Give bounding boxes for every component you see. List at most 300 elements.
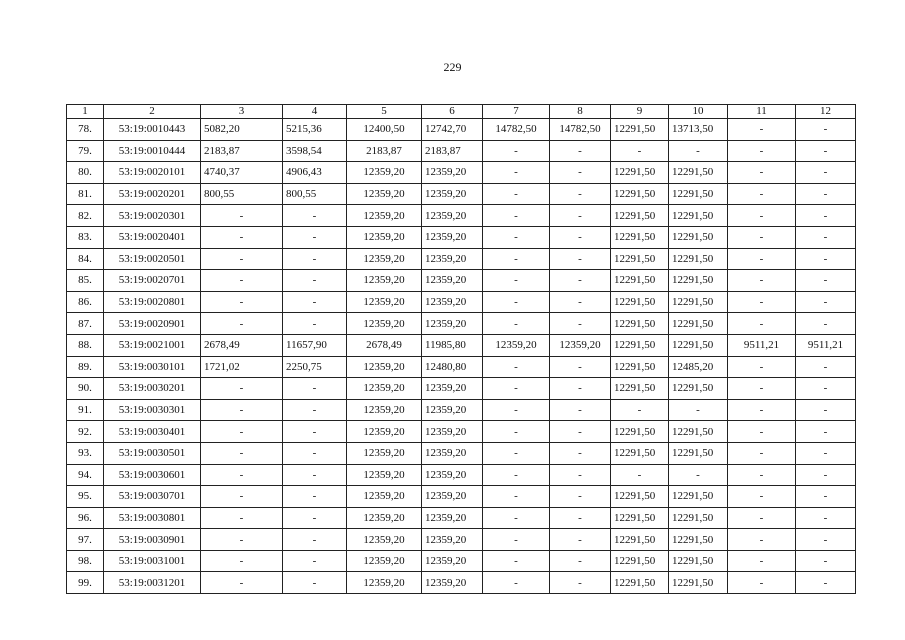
table-cell-col-3: -: [201, 486, 283, 508]
table-cell-col-12: -: [796, 356, 856, 378]
table-cell-col-6: 12359,20: [422, 507, 483, 529]
column-header-5: 5: [347, 105, 422, 119]
table-cell-col-11: -: [728, 399, 796, 421]
table-cell-col-4: -: [283, 399, 347, 421]
table-cell-col-12: -: [796, 248, 856, 270]
table-cell-col-3: -: [201, 421, 283, 443]
table-cell-col-8: -: [550, 162, 611, 184]
table-cell-col-12: -: [796, 550, 856, 572]
table-cell-col-3: -: [201, 399, 283, 421]
table-row: [67, 226, 856, 248]
table-cell-col-1: 99.: [67, 572, 104, 594]
table-cell-col-10: 12291,50: [669, 205, 728, 227]
column-header-8: 8: [550, 105, 611, 119]
table-cell-col-1: 81.: [67, 183, 104, 205]
table-cell-col-6: 12359,20: [422, 291, 483, 313]
page-number: 229: [443, 60, 462, 74]
table-cell-col-12: -: [796, 442, 856, 464]
table-cell-col-10: 12485,20: [669, 356, 728, 378]
table-cell-col-10: 12291,50: [669, 270, 728, 292]
table-cell-col-8: 14782,50: [550, 119, 611, 141]
table-cell-col-5: 2183,87: [347, 140, 422, 162]
table-cell-col-4: 800,55: [283, 183, 347, 205]
table-cell-col-7: -: [483, 464, 550, 486]
table-cell-col-1: 84.: [67, 248, 104, 270]
table-cell-col-8: -: [550, 507, 611, 529]
table-cell-col-7: -: [483, 356, 550, 378]
table-row: [67, 464, 856, 486]
table-cell-col-9: 12291,50: [611, 378, 669, 400]
table-cell-col-2: 53:19:0030101: [104, 356, 201, 378]
table-cell-col-6: 12359,20: [422, 226, 483, 248]
table-cell-col-3: -: [201, 226, 283, 248]
table-cell-col-2: 53:19:0010443: [104, 119, 201, 141]
table-cell-col-12: -: [796, 162, 856, 184]
table-cell-col-10: 12291,50: [669, 248, 728, 270]
table-cell-col-5: 12359,20: [347, 464, 422, 486]
table-cell-col-4: -: [283, 421, 347, 443]
column-header-1: 1: [67, 105, 104, 119]
table-cell-col-1: 83.: [67, 226, 104, 248]
table-cell-col-6: 2183,87: [422, 140, 483, 162]
table-cell-col-11: -: [728, 226, 796, 248]
table-cell-col-10: -: [669, 399, 728, 421]
table-cell-col-10: 12291,50: [669, 572, 728, 594]
table-cell-col-6: 12359,20: [422, 421, 483, 443]
table-row: [67, 162, 856, 184]
column-header-9: 9: [611, 105, 669, 119]
table-cell-col-5: 12359,20: [347, 162, 422, 184]
table-cell-col-5: 12359,20: [347, 442, 422, 464]
table-cell-col-10: -: [669, 140, 728, 162]
table-cell-col-11: -: [728, 140, 796, 162]
table-cell-col-5: 12359,20: [347, 205, 422, 227]
table-cell-col-8: 12359,20: [550, 334, 611, 356]
table-cell-col-12: -: [796, 313, 856, 335]
table-cell-col-3: -: [201, 205, 283, 227]
table-cell-col-3: 4740,37: [201, 162, 283, 184]
table-cell-col-2: 53:19:0030601: [104, 464, 201, 486]
column-header-12: 12: [796, 105, 856, 119]
table-cell-col-11: -: [728, 356, 796, 378]
table-cell-col-3: 2678,49: [201, 334, 283, 356]
table-cell-col-7: -: [483, 421, 550, 443]
table-cell-col-7: -: [483, 226, 550, 248]
table-cell-col-7: 12359,20: [483, 334, 550, 356]
table-cell-col-8: -: [550, 226, 611, 248]
table-cell-col-5: 12359,20: [347, 248, 422, 270]
table-cell-col-9: 12291,50: [611, 334, 669, 356]
table-header: [67, 105, 856, 119]
table-cell-col-12: -: [796, 270, 856, 292]
table-cell-col-9: 12291,50: [611, 270, 669, 292]
table-cell-col-5: 12359,20: [347, 313, 422, 335]
table-cell-col-11: -: [728, 183, 796, 205]
table-cell-col-1: 89.: [67, 356, 104, 378]
table-cell-col-2: 53:19:0020501: [104, 248, 201, 270]
table-cell-col-3: -: [201, 529, 283, 551]
table-cell-col-4: -: [283, 226, 347, 248]
table-cell-col-7: -: [483, 529, 550, 551]
table-cell-col-7: -: [483, 550, 550, 572]
table-cell-col-6: 12359,20: [422, 464, 483, 486]
table-cell-col-1: 88.: [67, 334, 104, 356]
table-cell-col-12: -: [796, 529, 856, 551]
table-cell-col-11: -: [728, 248, 796, 270]
table-cell-col-8: -: [550, 248, 611, 270]
table-cell-col-12: -: [796, 421, 856, 443]
table-row: [67, 248, 856, 270]
table-cell-col-9: 12291,50: [611, 486, 669, 508]
table-cell-col-2: 53:19:0030701: [104, 486, 201, 508]
table-cell-col-6: 11985,80: [422, 334, 483, 356]
table-cell-col-11: 9511,21: [728, 334, 796, 356]
table-cell-col-11: -: [728, 464, 796, 486]
table-cell-col-4: -: [283, 486, 347, 508]
table-cell-col-10: 12291,50: [669, 378, 728, 400]
table-cell-col-2: 53:19:0021001: [104, 334, 201, 356]
table-cell-col-11: -: [728, 291, 796, 313]
table-cell-col-2: 53:19:0020301: [104, 205, 201, 227]
table-cell-col-6: 12359,20: [422, 550, 483, 572]
table-cell-col-9: 12291,50: [611, 162, 669, 184]
table-cell-col-11: -: [728, 378, 796, 400]
table-row: [67, 140, 856, 162]
table-cell-col-9: -: [611, 399, 669, 421]
table-cell-col-9: 12291,50: [611, 205, 669, 227]
table-cell-col-11: -: [728, 313, 796, 335]
table-cell-col-7: -: [483, 313, 550, 335]
table-cell-col-5: 2678,49: [347, 334, 422, 356]
table-cell-col-4: 5215,36: [283, 119, 347, 141]
table-cell-col-11: -: [728, 270, 796, 292]
table-cell-col-2: 53:19:0030901: [104, 529, 201, 551]
table-cell-col-2: 53:19:0030301: [104, 399, 201, 421]
table-cell-col-11: -: [728, 572, 796, 594]
table-row: [67, 356, 856, 378]
table-cell-col-10: 12291,50: [669, 421, 728, 443]
table-cell-col-10: 13713,50: [669, 119, 728, 141]
table-cell-col-5: 12359,20: [347, 399, 422, 421]
table-cell-col-6: 12359,20: [422, 313, 483, 335]
table-cell-col-11: -: [728, 119, 796, 141]
table-row: [67, 529, 856, 551]
table-cell-col-7: -: [483, 442, 550, 464]
table-cell-col-1: 78.: [67, 119, 104, 141]
table-cell-col-4: -: [283, 313, 347, 335]
table-cell-col-6: 12359,20: [422, 162, 483, 184]
table-cell-col-6: 12359,20: [422, 572, 483, 594]
table-row: [67, 486, 856, 508]
table-cell-col-3: -: [201, 442, 283, 464]
table-cell-col-2: 53:19:0030201: [104, 378, 201, 400]
table-row: [67, 313, 856, 335]
table-cell-col-1: 91.: [67, 399, 104, 421]
table-row: [67, 119, 856, 141]
column-header-11: 11: [728, 105, 796, 119]
table-cell-col-5: 12359,20: [347, 550, 422, 572]
table-body: [67, 119, 856, 594]
table-cell-col-10: 12291,50: [669, 507, 728, 529]
table-cell-col-7: 14782,50: [483, 119, 550, 141]
table-cell-col-9: 12291,50: [611, 313, 669, 335]
table-cell-col-4: -: [283, 550, 347, 572]
table-cell-col-8: -: [550, 464, 611, 486]
table-cell-col-1: 96.: [67, 507, 104, 529]
table-cell-col-4: 11657,90: [283, 334, 347, 356]
table-cell-col-6: 12359,20: [422, 486, 483, 508]
table-cell-col-7: -: [483, 291, 550, 313]
table-cell-col-9: 12291,50: [611, 572, 669, 594]
table-cell-col-3: -: [201, 464, 283, 486]
table-cell-col-8: -: [550, 421, 611, 443]
table-cell-col-8: -: [550, 205, 611, 227]
table-cell-col-6: 12359,20: [422, 270, 483, 292]
table-cell-col-12: -: [796, 507, 856, 529]
table-cell-col-12: -: [796, 226, 856, 248]
table-cell-col-6: 12359,20: [422, 205, 483, 227]
table-cell-col-12: 9511,21: [796, 334, 856, 356]
table-cell-col-5: 12359,20: [347, 378, 422, 400]
table-cell-col-6: 12359,20: [422, 442, 483, 464]
table-cell-col-4: -: [283, 378, 347, 400]
table-cell-col-4: -: [283, 205, 347, 227]
table-cell-col-5: 12359,20: [347, 421, 422, 443]
table-row: [67, 507, 856, 529]
table-cell-col-9: -: [611, 464, 669, 486]
table-cell-col-8: -: [550, 486, 611, 508]
table-cell-col-7: -: [483, 248, 550, 270]
table-row: [67, 550, 856, 572]
table-cell-col-8: -: [550, 140, 611, 162]
table-cell-col-9: -: [611, 140, 669, 162]
header-row: [67, 105, 856, 119]
table-cell-col-11: -: [728, 442, 796, 464]
table-cell-col-10: -: [669, 464, 728, 486]
table-cell-col-5: 12359,20: [347, 270, 422, 292]
table-cell-col-3: -: [201, 378, 283, 400]
table-cell-col-11: -: [728, 486, 796, 508]
table-cell-col-9: 12291,50: [611, 442, 669, 464]
table-cell-col-12: -: [796, 464, 856, 486]
table-cell-col-4: 4906,43: [283, 162, 347, 184]
column-header-2: 2: [104, 105, 201, 119]
table-cell-col-7: -: [483, 183, 550, 205]
table-cell-col-6: 12480,80: [422, 356, 483, 378]
table-cell-col-2: 53:19:0020901: [104, 313, 201, 335]
table-cell-col-10: 12291,50: [669, 291, 728, 313]
table-cell-col-2: 53:19:0030801: [104, 507, 201, 529]
table-row: [67, 334, 856, 356]
table-cell-col-12: -: [796, 291, 856, 313]
table-cell-col-1: 86.: [67, 291, 104, 313]
table-cell-col-1: 82.: [67, 205, 104, 227]
table-cell-col-3: -: [201, 313, 283, 335]
table-cell-col-5: 12359,20: [347, 529, 422, 551]
table-cell-col-11: -: [728, 205, 796, 227]
table-cell-col-5: 12359,20: [347, 291, 422, 313]
table-cell-col-12: -: [796, 205, 856, 227]
table-cell-col-1: 94.: [67, 464, 104, 486]
table-cell-col-8: -: [550, 529, 611, 551]
table-cell-col-1: 98.: [67, 550, 104, 572]
table-cell-col-7: -: [483, 399, 550, 421]
table-cell-col-3: -: [201, 507, 283, 529]
table-cell-col-12: -: [796, 119, 856, 141]
table-cell-col-7: -: [483, 572, 550, 594]
table-cell-col-6: 12359,20: [422, 248, 483, 270]
table-row: [67, 291, 856, 313]
table-cell-col-6: 12359,20: [422, 529, 483, 551]
table-cell-col-8: -: [550, 313, 611, 335]
table-cell-col-11: -: [728, 507, 796, 529]
table-cell-col-5: 12359,20: [347, 226, 422, 248]
table-cell-col-9: 12291,50: [611, 119, 669, 141]
table-cell-col-12: -: [796, 572, 856, 594]
table-cell-col-9: 12291,50: [611, 356, 669, 378]
table-row: [67, 205, 856, 227]
table-cell-col-4: -: [283, 529, 347, 551]
table-cell-col-8: -: [550, 399, 611, 421]
table-cell-col-2: 53:19:0020101: [104, 162, 201, 184]
table-cell-col-3: 5082,20: [201, 119, 283, 141]
table-cell-col-8: -: [550, 356, 611, 378]
table-cell-col-9: 12291,50: [611, 421, 669, 443]
table-cell-col-4: -: [283, 507, 347, 529]
table-cell-col-4: 3598,54: [283, 140, 347, 162]
table-cell-col-8: -: [550, 270, 611, 292]
table-cell-col-11: -: [728, 529, 796, 551]
column-header-6: 6: [422, 105, 483, 119]
table-cell-col-9: 12291,50: [611, 226, 669, 248]
table-cell-col-1: 87.: [67, 313, 104, 335]
table-cell-col-3: -: [201, 270, 283, 292]
table-cell-col-10: 12291,50: [669, 486, 728, 508]
table-cell-col-12: -: [796, 183, 856, 205]
table-cell-col-9: 12291,50: [611, 550, 669, 572]
table-cell-col-4: -: [283, 270, 347, 292]
table-cell-col-10: 12291,50: [669, 442, 728, 464]
table-cell-col-3: 1721,02: [201, 356, 283, 378]
table-cell-col-12: -: [796, 378, 856, 400]
table-cell-col-7: -: [483, 162, 550, 184]
table-cell-col-12: -: [796, 399, 856, 421]
table-cell-col-2: 53:19:0020401: [104, 226, 201, 248]
table-row: [67, 421, 856, 443]
table-cell-col-10: 12291,50: [669, 529, 728, 551]
table-cell-col-1: 80.: [67, 162, 104, 184]
table-cell-col-4: 2250,75: [283, 356, 347, 378]
table-cell-col-2: 53:19:0020801: [104, 291, 201, 313]
table-cell-col-2: 53:19:0030401: [104, 421, 201, 443]
table-cell-col-2: 53:19:0031201: [104, 572, 201, 594]
table-cell-col-3: -: [201, 550, 283, 572]
column-header-10: 10: [669, 105, 728, 119]
table-cell-col-8: -: [550, 572, 611, 594]
table-cell-col-1: 90.: [67, 378, 104, 400]
table-cell-col-4: -: [283, 291, 347, 313]
column-header-3: 3: [201, 105, 283, 119]
table-cell-col-5: 12359,20: [347, 183, 422, 205]
table-cell-col-10: 12291,50: [669, 334, 728, 356]
table-cell-col-8: -: [550, 291, 611, 313]
table-row: [67, 183, 856, 205]
table-cell-col-8: -: [550, 378, 611, 400]
table-cell-col-9: 12291,50: [611, 529, 669, 551]
table-cell-col-7: -: [483, 486, 550, 508]
table-cell-col-4: -: [283, 464, 347, 486]
table-cell-col-7: -: [483, 140, 550, 162]
table-cell-col-6: 12359,20: [422, 399, 483, 421]
table-cell-col-8: -: [550, 550, 611, 572]
table-row: [67, 270, 856, 292]
table-cell-col-8: -: [550, 183, 611, 205]
table-cell-col-6: 12359,20: [422, 183, 483, 205]
table-cell-col-1: 95.: [67, 486, 104, 508]
table-cell-col-3: -: [201, 291, 283, 313]
table-cell-col-1: 97.: [67, 529, 104, 551]
table-cell-col-9: 12291,50: [611, 183, 669, 205]
table-cell-col-4: -: [283, 572, 347, 594]
table-cell-col-8: -: [550, 442, 611, 464]
table-cell-col-6: 12359,20: [422, 378, 483, 400]
table-cell-col-9: 12291,50: [611, 507, 669, 529]
table-cell-col-2: 53:19:0020201: [104, 183, 201, 205]
table-cell-col-3: 2183,87: [201, 140, 283, 162]
table-cell-col-7: -: [483, 205, 550, 227]
table-cell-col-11: -: [728, 162, 796, 184]
table-cell-col-2: 53:19:0030501: [104, 442, 201, 464]
table-cell-col-12: -: [796, 486, 856, 508]
table-cell-col-3: -: [201, 248, 283, 270]
column-header-4: 4: [283, 105, 347, 119]
table-cell-col-1: 85.: [67, 270, 104, 292]
table-cell-col-5: 12400,50: [347, 119, 422, 141]
table-cell-col-3: 800,55: [201, 183, 283, 205]
table-cell-col-5: 12359,20: [347, 486, 422, 508]
table-cell-col-2: 53:19:0010444: [104, 140, 201, 162]
table-cell-col-12: -: [796, 140, 856, 162]
table-cell-col-10: 12291,50: [669, 162, 728, 184]
table-row: [67, 572, 856, 594]
column-header-7: 7: [483, 105, 550, 119]
table-cell-col-5: 12359,20: [347, 356, 422, 378]
table-cell-col-5: 12359,20: [347, 572, 422, 594]
table-cell-col-10: 12291,50: [669, 313, 728, 335]
table-cell-col-4: -: [283, 248, 347, 270]
table-cell-col-10: 12291,50: [669, 550, 728, 572]
table-cell-col-11: -: [728, 550, 796, 572]
table-row: [67, 442, 856, 464]
table-cell-col-7: -: [483, 378, 550, 400]
table-cell-col-9: 12291,50: [611, 248, 669, 270]
table-cell-col-2: 53:19:0020701: [104, 270, 201, 292]
table-cell-col-7: -: [483, 507, 550, 529]
table-cell-col-1: 79.: [67, 140, 104, 162]
table-cell-col-1: 93.: [67, 442, 104, 464]
table-cell-col-11: -: [728, 421, 796, 443]
table-cell-col-10: 12291,50: [669, 226, 728, 248]
table-row: [67, 399, 856, 421]
table-cell-col-4: -: [283, 442, 347, 464]
table-row: [67, 378, 856, 400]
table-cell-col-2: 53:19:0031001: [104, 550, 201, 572]
table-cell-col-5: 12359,20: [347, 507, 422, 529]
data-table: [66, 104, 856, 594]
table-cell-col-7: -: [483, 270, 550, 292]
table-cell-col-3: -: [201, 572, 283, 594]
table-cell-col-9: 12291,50: [611, 291, 669, 313]
